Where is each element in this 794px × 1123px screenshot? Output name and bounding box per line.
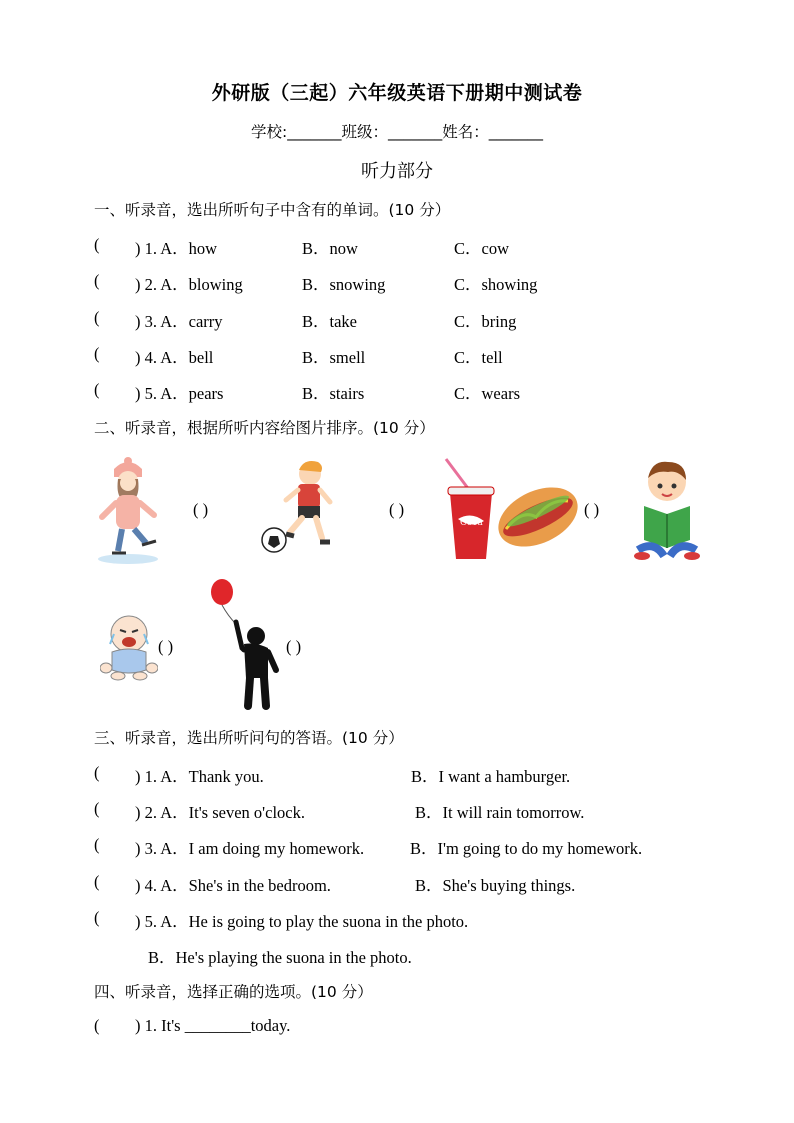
option-b: B．It will rain tomorrow. bbox=[415, 803, 585, 822]
option-b: B．smell bbox=[302, 348, 366, 367]
picture-answer-5[interactable]: ( ) bbox=[286, 637, 302, 656]
part4-heading: 四、听录音，选择正确的选项。(10 分） bbox=[94, 983, 373, 1001]
part2-heading: 二、听录音，根据所听内容给图片排序。(10 分） bbox=[94, 419, 435, 437]
girl-skating-image bbox=[96, 455, 160, 565]
option-b: B．take bbox=[302, 312, 357, 331]
answer-paren[interactable]: ( bbox=[94, 835, 100, 854]
part3-question-5-option-b: B．He's playing the suona in the photo. bbox=[148, 948, 412, 967]
option-b: B．stairs bbox=[302, 384, 365, 403]
answer-paren[interactable]: ( bbox=[94, 872, 100, 891]
option-a: ) 5. A．He is going to play the suona in the photo. bbox=[135, 912, 469, 931]
answer-paren[interactable]: ( bbox=[94, 308, 100, 327]
option-c: C．cow bbox=[454, 239, 509, 258]
option-c: C．showing bbox=[454, 275, 538, 294]
picture-answer-2[interactable]: ( ) bbox=[389, 500, 405, 519]
option-c: C．wears bbox=[454, 384, 520, 403]
picture-answer-4[interactable]: ( ) bbox=[158, 637, 174, 656]
answer-paren[interactable]: ( bbox=[94, 235, 100, 254]
answer-paren[interactable]: ( bbox=[94, 799, 100, 818]
reading-boy-image bbox=[634, 458, 700, 562]
part1-heading: 一、听录音，选出所听句子中含有的单词。(10 分） bbox=[94, 201, 451, 219]
cola-hotdog-image bbox=[440, 455, 580, 563]
option-a: ) 2. A．blowing bbox=[135, 275, 243, 294]
option-c: C．bring bbox=[454, 312, 517, 331]
answer-paren[interactable]: ( bbox=[94, 1016, 100, 1035]
crying-baby-image bbox=[100, 612, 158, 682]
answer-paren[interactable]: ( bbox=[94, 271, 100, 290]
option-a: ) 5. A．pears bbox=[135, 384, 224, 403]
listening-section-heading: 听力部分 bbox=[361, 161, 433, 182]
option-b: B．I want a hamburger. bbox=[411, 767, 571, 786]
question-text: ) 1. It's ________today. bbox=[135, 1016, 291, 1035]
option-b: B．snowing bbox=[302, 275, 386, 294]
option-a: ) 1. A．Thank you. bbox=[135, 767, 264, 786]
option-a: ) 3. A．I am doing my homework. bbox=[135, 839, 365, 858]
option-a: ) 4. A．She's in the bedroom. bbox=[135, 876, 331, 895]
exam-title: 外研版（三起）六年级英语下册期中测试卷 bbox=[211, 82, 583, 104]
picture-answer-1[interactable]: ( ) bbox=[193, 500, 209, 519]
option-a: ) 2. A．It's seven o'clock. bbox=[135, 803, 305, 822]
football-boy-image bbox=[260, 458, 340, 554]
picture-answer-3[interactable]: ( ) bbox=[584, 500, 600, 519]
option-a: ) 1. A．how bbox=[135, 239, 218, 258]
answer-paren[interactable]: ( bbox=[94, 908, 100, 927]
answer-paren[interactable]: ( bbox=[94, 344, 100, 363]
option-b: B．now bbox=[302, 239, 358, 258]
option-a: ) 4. A．bell bbox=[135, 348, 214, 367]
option-c: C．tell bbox=[454, 348, 503, 367]
balloon-boy-image bbox=[206, 578, 282, 710]
answer-paren[interactable]: ( bbox=[94, 763, 100, 782]
svg-text:Coca: Coca bbox=[460, 518, 483, 528]
part3-heading: 三、听录音，选出所听问句的答语。(10 分） bbox=[94, 729, 404, 747]
option-a: ) 3. A．carry bbox=[135, 312, 223, 331]
student-info-line: 学校:_______班级：_______姓名：_______ bbox=[251, 123, 543, 141]
answer-paren[interactable]: ( bbox=[94, 380, 100, 399]
option-b: B．I'm going to do my homework. bbox=[410, 839, 643, 858]
option-b: B．She's buying things. bbox=[415, 876, 576, 895]
